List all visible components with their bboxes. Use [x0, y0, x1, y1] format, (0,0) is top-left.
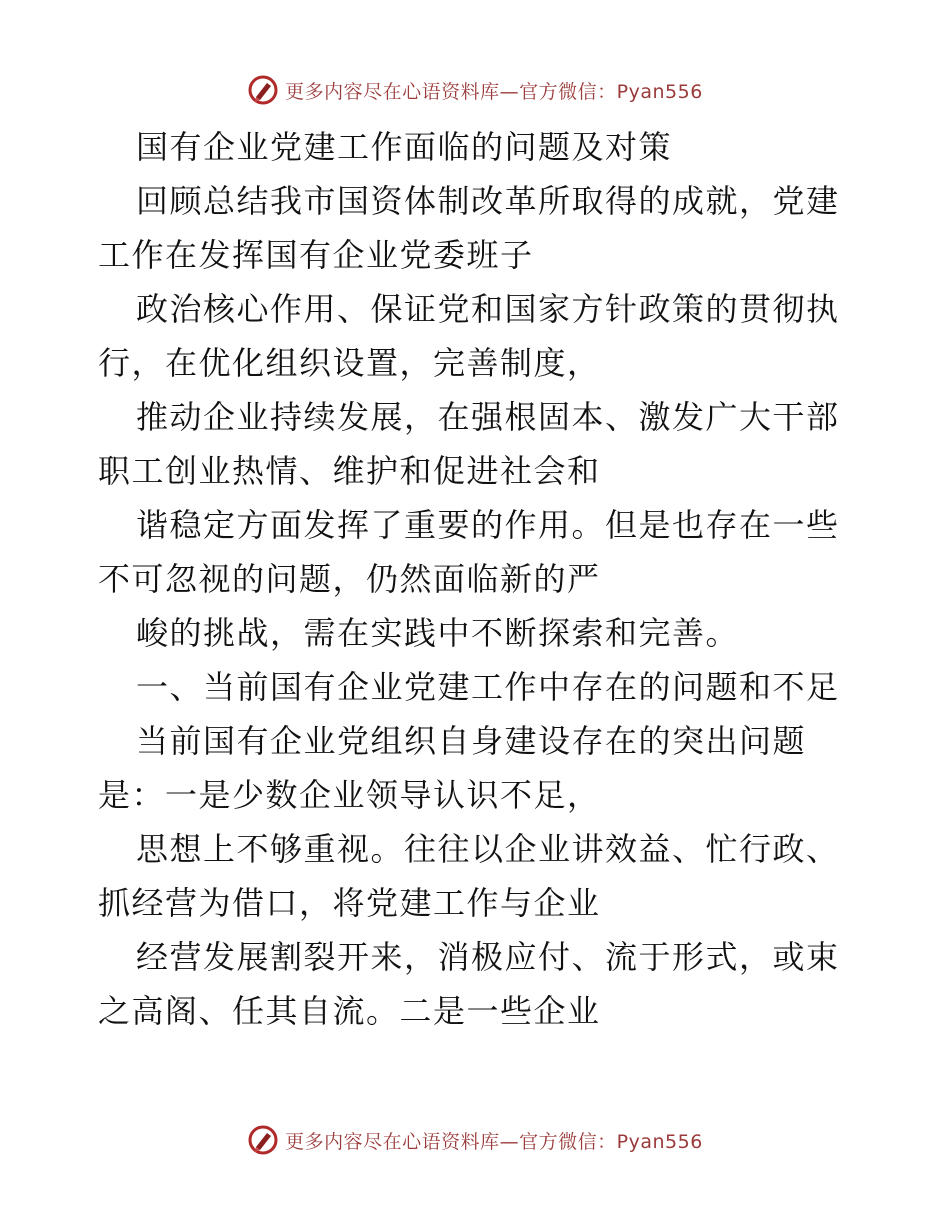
text-line: 行，在优化组织设置，完善制度， — [98, 344, 601, 382]
text-line: 峻的挑战，需在实践中不断探索和完善。 — [136, 614, 740, 652]
text-line: 不可忽视的问题，仍然面临新的严 — [98, 560, 601, 598]
text-line: 之高阁、任其自流。二是一些企业 — [98, 992, 601, 1030]
document-body — [98, 120, 858, 1038]
text-line: 抓经营为借口，将党建工作与企业 — [98, 884, 601, 922]
red-pen-logo-icon — [247, 74, 279, 106]
text-line: 职工创业热情、维护和促进社会和 — [98, 452, 601, 490]
text-line: 经营发展割裂开来，消极应付、流于形式，或束 — [136, 938, 840, 976]
text-line: 谐稳定方面发挥了重要的作用。但是也存在一些 — [136, 506, 840, 544]
watermark-text: 更多内容尽在心语资料库—官方微信：Pyan556 — [285, 80, 703, 103]
text-line: 思想上不够重视。往往以企业讲效益、忙行政、 — [136, 830, 840, 868]
footer-watermark — [0, 1120, 950, 1160]
text-line: 推动企业持续发展，在强根固本、激发广大干部 — [136, 398, 840, 436]
text-line: 是：一是少数企业领导认识不足， — [98, 776, 601, 814]
text-line: 国有企业党建工作面临的问题及对策 — [136, 128, 673, 166]
red-pen-logo-icon — [247, 1124, 279, 1156]
section-heading: 一、当前国有企业党建工作中存在的问题和不足 — [136, 668, 840, 706]
text-line: 当前国有企业党组织自身建设存在的突出问题 — [136, 722, 807, 760]
header-watermark — [0, 70, 950, 110]
text-line: 工作在发挥国有企业党委班子 — [98, 236, 534, 274]
text-line: 政治核心作用、保证党和国家方针政策的贯彻执 — [136, 290, 840, 328]
text-line: 回顾总结我市国资体制改革所取得的成就，党建 — [136, 182, 840, 220]
watermark-text: 更多内容尽在心语资料库—官方微信：Pyan556 — [285, 1130, 703, 1153]
